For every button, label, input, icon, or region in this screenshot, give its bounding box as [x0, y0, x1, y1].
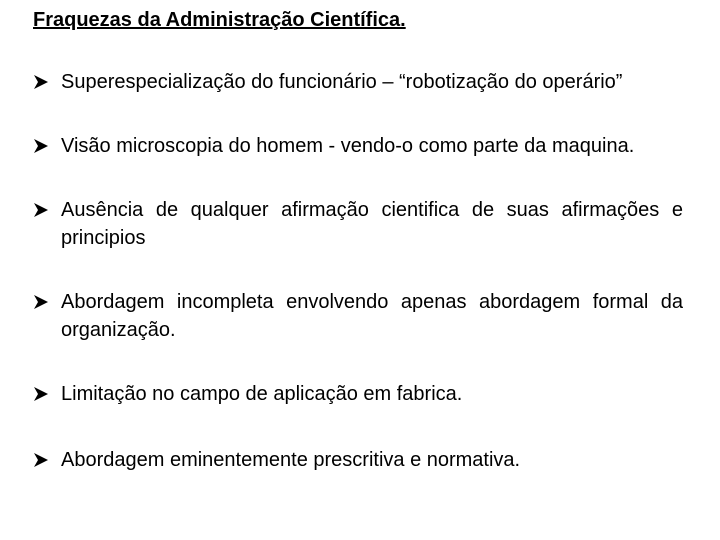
slide-title: Fraquezas da Administração Científica.: [33, 9, 406, 31]
arrowhead-bullet-icon: [33, 446, 55, 474]
bullet-text: Ausência de qualquer afirmação cientifica de suas afirmações e principios: [61, 199, 683, 249]
bullet-item: [33, 288, 683, 344]
bullet-text: Superespecialização do funcionário – “robotização do operário”: [61, 71, 623, 93]
bullet-item: [33, 132, 683, 160]
bullet-item: [33, 196, 683, 252]
bullet-text: Abordagem incompleta envolvendo apenas abordagem formal da organização.: [61, 291, 683, 341]
bullet-text: Limitação no campo de aplicação em fabrica.: [61, 383, 463, 405]
bullet-item: [33, 446, 683, 474]
bullet-item: [33, 68, 683, 96]
arrowhead-bullet-icon: [33, 380, 55, 408]
bullet-text: Abordagem eminentemente prescritiva e normativa.: [61, 449, 521, 471]
arrowhead-bullet-icon: [33, 288, 55, 316]
arrowhead-bullet-icon: [33, 132, 55, 160]
bullet-item: [33, 380, 683, 408]
arrowhead-bullet-icon: [33, 68, 55, 96]
bullet-list: [33, 68, 683, 510]
bullet-text: Visão microscopia do homem - vendo-o como parte da maquina.: [61, 135, 635, 157]
arrowhead-bullet-icon: [33, 196, 55, 224]
